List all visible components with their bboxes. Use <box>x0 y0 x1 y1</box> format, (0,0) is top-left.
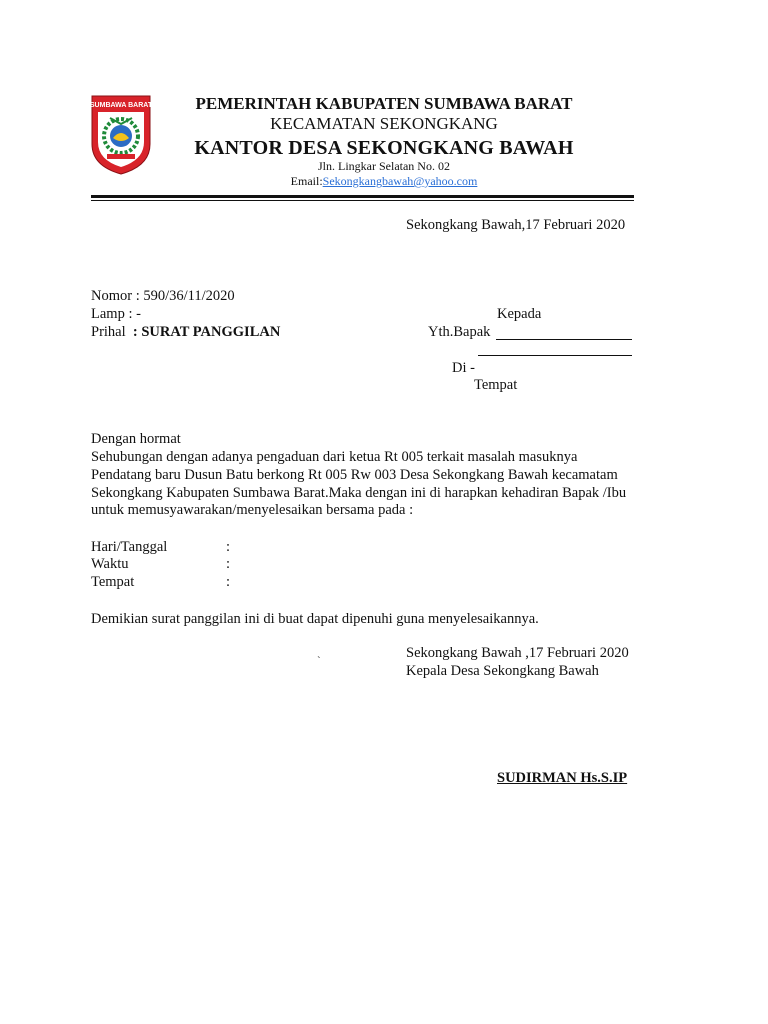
body-line-4: untuk memusyawarakan/menyelesaikan bersama pada : <box>91 502 414 518</box>
schedule-day-colon: : <box>226 539 231 555</box>
subject-label: Prihal <box>91 324 126 340</box>
letter-attachment: Lamp : - <box>91 306 141 322</box>
schedule-place-colon: : <box>226 574 231 590</box>
schedule-time-label: Waktu <box>91 556 129 572</box>
letterhead-divider-thick <box>91 195 634 198</box>
schedule-day-label: Hari/Tanggal <box>91 539 168 555</box>
body-line-2: Pendatang baru Dusun Batu berkong Rt 005 Rw 003 Desa Sekongkang Bawah kecamatam <box>91 467 618 483</box>
recipient-di: Di - <box>452 360 475 376</box>
email-link[interactable]: Sekongkangbawah@yahoo.com <box>322 174 478 188</box>
signatory-name: SUDIRMAN Hs.S.IP <box>497 770 628 786</box>
letter-number: Nomor : 590/36/11/2020 <box>91 288 235 304</box>
recipient-kepada: Kepada <box>497 306 542 322</box>
recipient-name-line <box>496 339 632 340</box>
letterhead-email-row <box>0 174 768 189</box>
letter-date: Sekongkang Bawah,17 Februari 2020 <box>406 217 626 233</box>
recipient-name-line-2 <box>478 355 632 356</box>
schedule-place-label: Tempat <box>91 574 135 590</box>
greeting: Dengan hormat <box>91 431 181 447</box>
email-label: Email: <box>290 174 323 188</box>
closing-sentence: Demikian surat panggilan ini di buat dapat dipenuhi guna menyelesaikannya. <box>91 611 539 627</box>
schedule-time-colon: : <box>226 556 231 572</box>
stray-mark: ` <box>317 655 321 667</box>
letterhead-district: KECAMATAN SEKONGKANG <box>270 114 498 133</box>
logo-text: SUMBAWA BARAT <box>90 102 152 109</box>
body-line-3: Sekongkang Kabupaten Sumbawa Barat.Maka dengan ini di harapkan kehadiran Bapak /Ibu <box>91 485 627 501</box>
letterhead-divider-thin <box>91 200 634 201</box>
signature-title: Kepala Desa Sekongkang Bawah <box>406 663 599 679</box>
recipient-yth: Yth.Bapak <box>428 324 491 340</box>
letterhead-government: PEMERINTAH KABUPATEN SUMBAWA BARAT <box>195 94 573 113</box>
recipient-tempat: Tempat <box>474 377 518 393</box>
letter-subject <box>91 324 280 341</box>
body-line-1: Sehubungan dengan adanya pengaduan dari ketua Rt 005 terkait masalah masuknya <box>91 449 578 465</box>
letterhead-office: KANTOR DESA SEKONGKANG BAWAH <box>194 137 574 159</box>
signature-date: Sekongkang Bawah ,17 Februari 2020 <box>406 645 629 661</box>
letterhead-address: Jln. Lingkar Selatan No. 02 <box>318 159 450 173</box>
subject-value: : SURAT PANGGILAN <box>132 324 281 340</box>
